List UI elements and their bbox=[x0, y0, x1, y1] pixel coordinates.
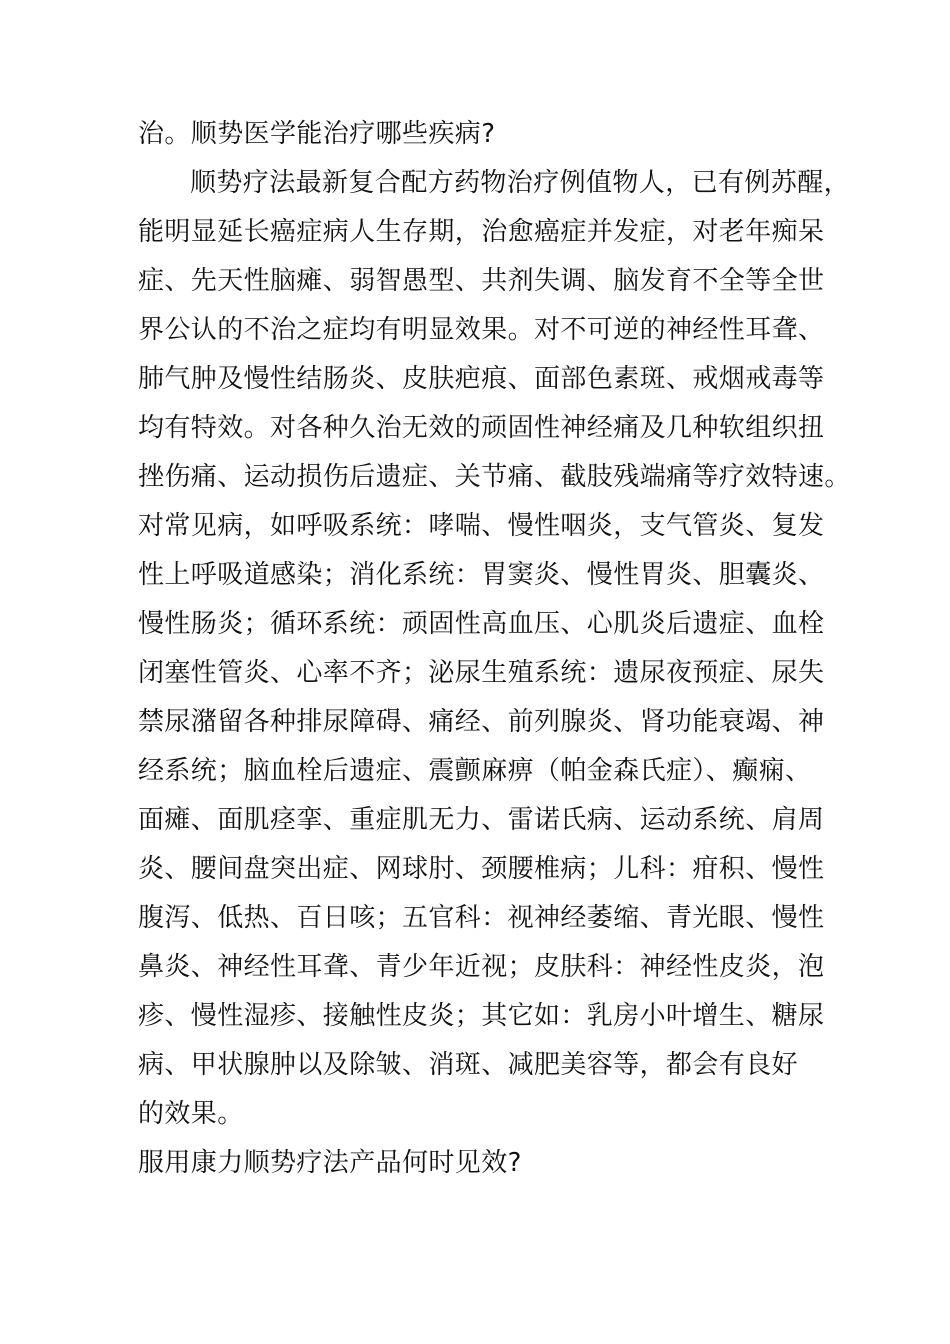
text-line: 性上呼吸道感染；消化系统：胃窦炎、慢性胃炎、胆囊炎、 bbox=[138, 560, 825, 590]
text-line: 对常见病，如呼吸系统：哮喘、慢性咽炎，支气管炎、复发 bbox=[138, 511, 825, 541]
text-line: 的效果。 bbox=[138, 1099, 244, 1129]
text-line: 慢性肠炎；循环系统：顽固性高血压、心肌炎后遗症、血栓 bbox=[138, 609, 825, 639]
text-line: 肺气肿及慢性结肠炎、皮肤疤痕、面部色素斑、戒烟戒毒等 bbox=[138, 364, 825, 394]
text-line: 面瘫、面肌痉挛、重症肌无力、雷诺氏病、运动系统、肩周 bbox=[138, 805, 825, 835]
text-line: 鼻炎、神经性耳聋、青少年近视；皮肤科：神经性皮炎，泡 bbox=[138, 952, 825, 982]
text-line: 能明显延长癌症病人生存期，治愈癌症并发症，对老年痴呆 bbox=[138, 217, 825, 247]
text-line: 病、甲状腺肿以及除皱、消斑、减肥美容等，都会有良好 bbox=[138, 1050, 799, 1080]
text-line: 症、先天性脑瘫、弱智愚型、共剂失调、脑发育不全等全世 bbox=[138, 266, 825, 296]
text-line: 闭塞性管炎、心率不齐；泌尿生殖系统：遗尿夜预症、尿失 bbox=[138, 658, 825, 688]
text-line: 腹泻、低热、百日咳；五官科：视神经萎缩、青光眼、慢性 bbox=[138, 903, 825, 933]
question-heading: 服用康力顺势疗法产品何时见效? bbox=[138, 1148, 522, 1178]
text-line: 均有特效。对各种久治无效的顽固性神经痛及几种软组织扭 bbox=[138, 413, 825, 443]
text-line: 界公认的不治之症均有明显效果。对不可逆的神经性耳聋、 bbox=[138, 315, 825, 345]
text-line: 疹、慢性湿疹、接触性皮炎；其它如：乳房小叶增生、糖尿 bbox=[138, 1001, 825, 1031]
text-line: 经系统；脑血栓后遗症、震颤麻痹（帕金森氏症）、癫痫、 bbox=[138, 756, 812, 786]
text-line: 治。顺势医学能治疗哪些疾病? bbox=[138, 119, 496, 149]
paragraph-start-line: 顺势疗法最新复合配方药物治疗例值物人，已有例苏醒， bbox=[190, 168, 851, 198]
text-line: 挫伤痛、运动损伤后遗症、关节痛、截肢残端痛等疗效特速。 bbox=[138, 462, 851, 492]
text-line: 禁尿潴留各种排尿障碍、痛经、前列腺炎、肾功能衰竭、神 bbox=[138, 707, 825, 737]
text-line: 炎、腰间盘突出症、网球肘、颈腰椎病；儿科：疳积、慢性 bbox=[138, 854, 825, 884]
